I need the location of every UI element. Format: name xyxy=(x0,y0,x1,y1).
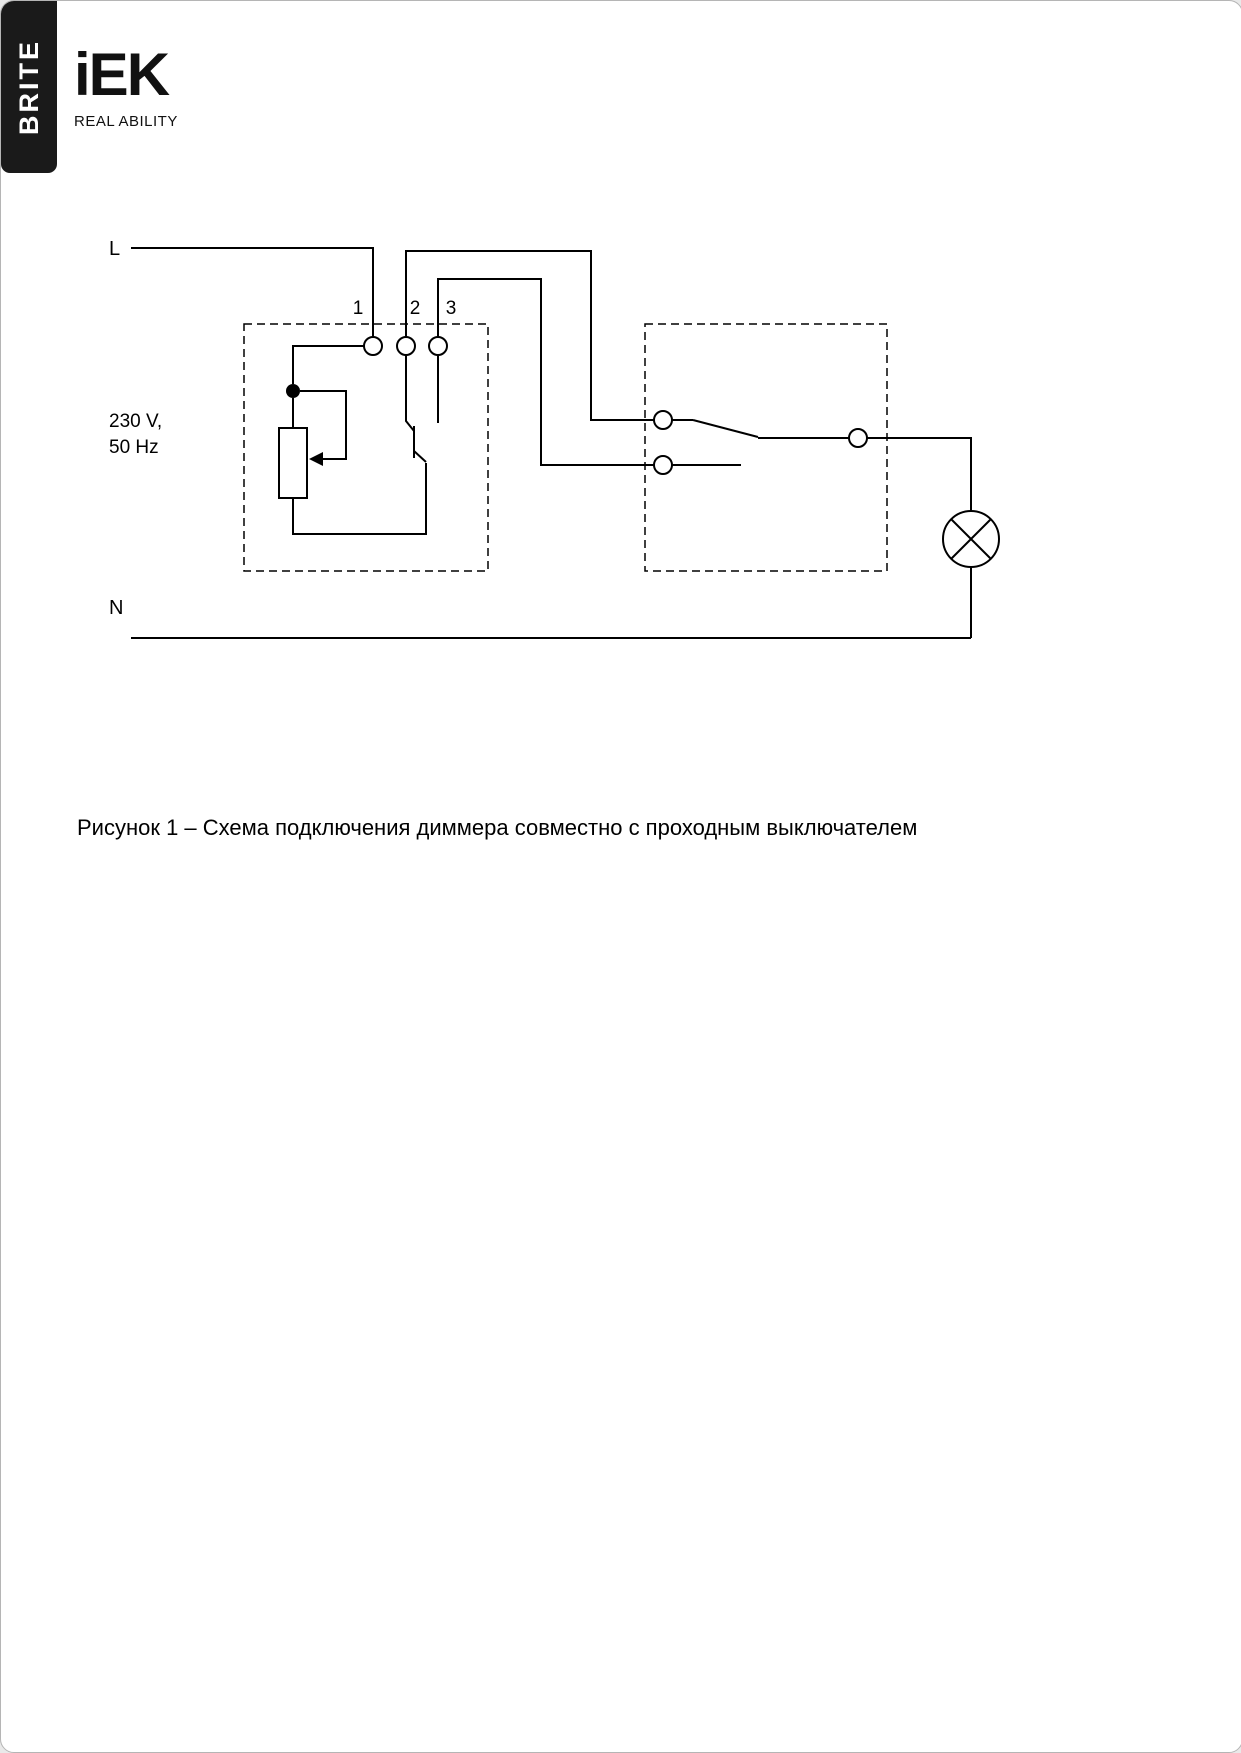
terminal-1-circle xyxy=(364,337,382,355)
transistor-emitter xyxy=(414,451,426,462)
label-voltage-1: 230 V, xyxy=(109,411,163,432)
potentiometer-body xyxy=(279,428,307,498)
terminal3-to-switch-wire xyxy=(438,279,654,465)
brand-tagline: REAL ABILITY xyxy=(74,113,178,130)
switch-to-lamp-wire xyxy=(867,438,971,511)
switch-lever xyxy=(693,420,758,437)
wiper-arrowhead xyxy=(309,452,323,466)
terminal1-to-junction-wire xyxy=(293,346,364,384)
label-line-L: L xyxy=(109,238,121,260)
pass-switch-box xyxy=(645,324,887,571)
switch-common-terminal-circle xyxy=(849,429,867,447)
switch-upper-terminal-circle xyxy=(654,411,672,429)
label-terminal-2: 2 xyxy=(409,298,421,319)
potentiometer-bottom-loop-wire xyxy=(293,463,426,534)
label-voltage-2: 50 Hz xyxy=(109,437,159,458)
wiring-diagram xyxy=(1,1,1241,901)
junction-dot xyxy=(286,384,300,398)
iek-logo: iEK xyxy=(74,41,169,108)
terminal2-down-lead xyxy=(406,355,414,431)
label-neutral-N: N xyxy=(109,597,124,619)
terminal-2-circle xyxy=(397,337,415,355)
series-tab-label: BRITE xyxy=(13,39,44,135)
figure-caption: Рисунок 1 – Схема подключения диммера совместно с проходным выключателем xyxy=(77,815,918,840)
terminal-3-circle xyxy=(429,337,447,355)
label-terminal-1: 1 xyxy=(352,298,364,319)
terminal2-to-switch-wire xyxy=(406,251,654,420)
label-terminal-3: 3 xyxy=(445,298,457,319)
switch-lower-terminal-circle xyxy=(654,456,672,474)
